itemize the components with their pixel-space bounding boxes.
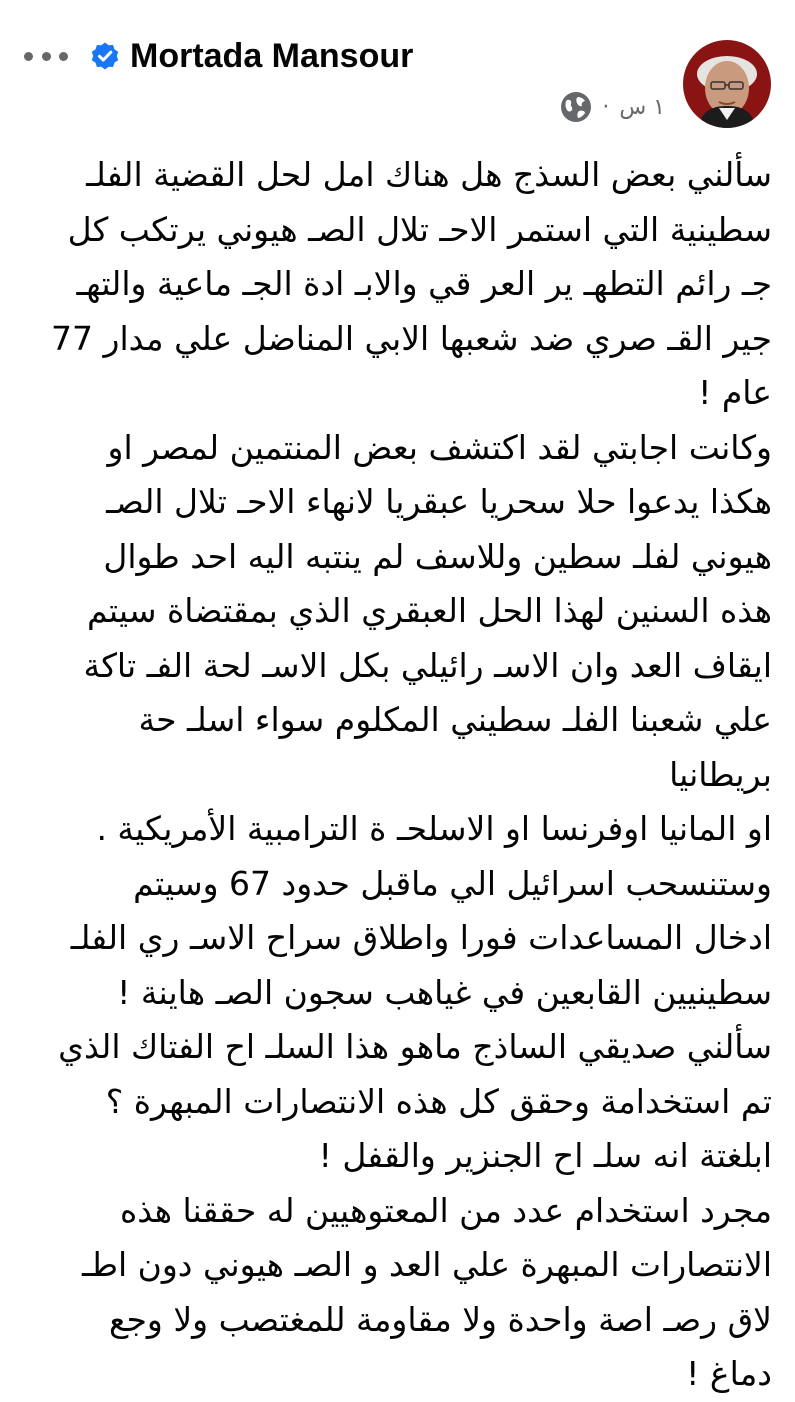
more-options-button[interactable] xyxy=(24,42,68,70)
post-line: ابلغتة انه سلـ اح الجنزير والقفل ! xyxy=(318,1136,772,1175)
post-line: سألني بعض السذج هل هناك امل لحل القضية الفلـ xyxy=(86,155,772,194)
post-header xyxy=(0,0,795,140)
post-line: هكذا يدعوا حلا سحريا عبقريا لانهاء الاحـ تلال الصـ xyxy=(106,482,772,521)
post-line: سطينيين القابعين في غياهب سجون الصـ هاينة ! xyxy=(117,972,772,1012)
post-line: وستنسحب اسرائيل الي ماقبل حدود 67 وسيتم xyxy=(133,863,772,903)
more-dot xyxy=(59,52,68,61)
post-line: ايقاف العد وان الاسـ رائيلي بكل الاسـ لحة الفـ تاكة xyxy=(83,645,772,685)
post-line: جير القـ صري ضد شعبها الابي المناضل علي مدار 77 xyxy=(51,318,772,358)
post-line: هذه السنين لهذا الحل العبقري الذي بمقتضاة سيتم xyxy=(86,591,772,630)
meta-separator: · xyxy=(602,94,610,120)
post-line: الانتصارات المبهرة علي العد و الصـ هيوني دون اطـ xyxy=(82,1245,772,1284)
post-line: هيوني لفلـ سطين وللاسف لم ينتبه اليه احد طوال xyxy=(103,536,772,576)
post-line: مجرد استخدام عدد من المعتوهيين له حققنا هذه xyxy=(119,1190,772,1230)
author-name[interactable]: Mortada Mansour xyxy=(130,36,414,75)
post-line: علي شعبنا الفلـ سطيني المكلوم سواء اسلـ حة بريطانيا xyxy=(138,700,772,794)
post-line: جـ رائم التطهـ ير العر قي والابـ ادة الجـ ماعية والتهـ xyxy=(76,264,772,303)
post-line: سطينية التي استمر الاحـ تلال الصـ هيوني يرتكب كل xyxy=(67,209,772,249)
more-dot xyxy=(42,52,51,61)
globe-icon xyxy=(560,91,592,123)
post-line: لاق رصـ اصة واحدة ولا مقاومة للمغتصب ولا وجع xyxy=(108,1299,772,1339)
post-text xyxy=(42,148,772,1402)
post-line: او المانيا اوفرنسا او الاسلحـ ة الترامبية الأمريكية . xyxy=(96,809,772,848)
post-line: دماغ ! xyxy=(686,1354,772,1393)
post-line: سألني صديقي الساذج ماهو هذا السلـ اح الفتاك الذي xyxy=(58,1027,772,1066)
avatar[interactable] xyxy=(683,40,771,128)
post-meta xyxy=(560,88,665,126)
more-dot xyxy=(24,52,33,61)
post-line: وكانت اجابتي لقد اكتشف بعض المنتمين لمصر او xyxy=(107,427,772,467)
post-line: تم استخدامة وحقق كل هذه الانتصارات المبهرة ؟ xyxy=(105,1081,772,1121)
post-line: ادخال المساعدات فورا واطلاق سراح الاسـ ري الفلـ xyxy=(70,918,772,957)
profile-photo xyxy=(683,40,771,128)
post-line: عام ! xyxy=(698,373,772,412)
verified-badge-icon xyxy=(90,41,120,71)
post-timestamp[interactable]: ١ س xyxy=(619,94,665,120)
author-row xyxy=(90,32,413,80)
